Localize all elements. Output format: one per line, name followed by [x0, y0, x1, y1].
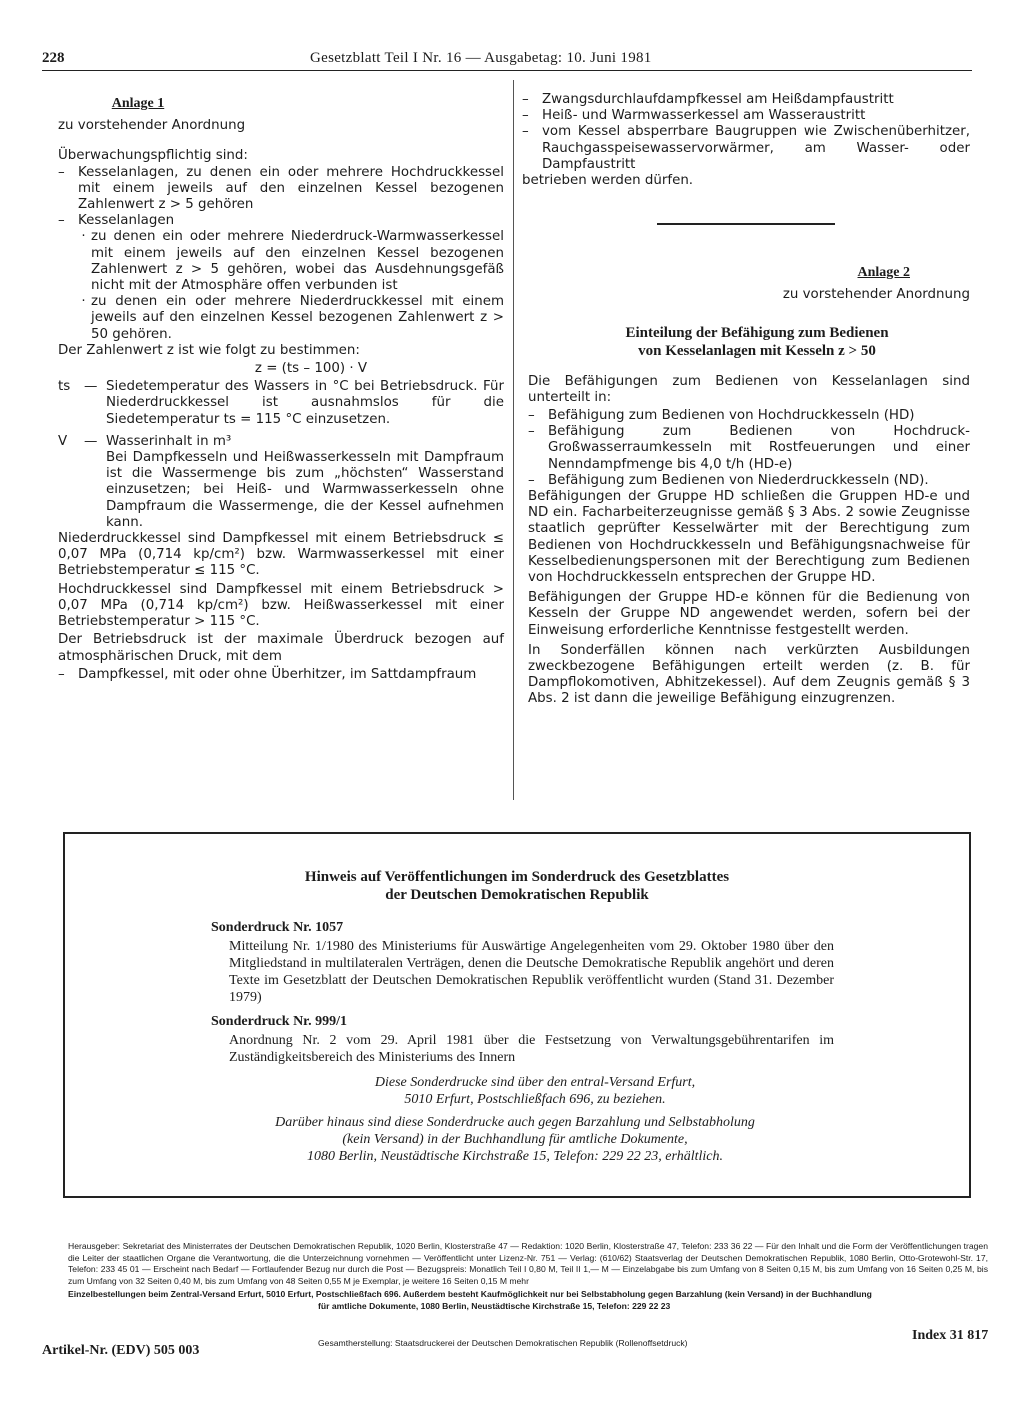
bestellung-line2: für amtliche Dokumente, 1080 Berlin, Neustädtische Kirchstraße 15, Telefon: 229 22 23: [318, 1300, 671, 1311]
right-item2: Heiß- und Warmwasserkessel am Wasseraustritt: [542, 108, 866, 124]
ts-text: Siedetemperatur des Wassers in °C bei Betriebsdruck. Für Niederdruckkessel ist ausnahmslos für die Siedetemperatur ts = 115 °C einzusetzen.: [106, 379, 504, 427]
header-rule: [42, 70, 972, 71]
anlage2-heading-line1: Einteilung der Befähigung zum Bedienen: [625, 324, 889, 341]
right-item1: Zwangsdurchlaufdampfkessel am Heißdampfaustritt: [542, 92, 894, 107]
v-text2: Bei Dampfkesseln und Heißwasserkesseln mit Dampfraum ist die Wassermenge bis zum „höchsten“ Wasserstand einzusetzen; bei Heiß- und Warmwasserkesseln ohne Dampfraum die Wassermenge, die der Kessel aufnehmen kann.: [106, 450, 504, 530]
column-divider: [513, 80, 514, 800]
printer-note: Gesamtherstellung: Staatsdruckerei der Deutschen Demokratischen Republik (Rollenoffsetdruck): [318, 1338, 688, 1348]
list-item: – Befähigung zum Bedienen von Hochdruck-Großwasserraumkesseln mit Rostfeuerungen und einer Nenndampfmenge bis 4,0 t/h (HD-e): [528, 424, 970, 472]
anlage2-subtitle: zu vorstehender Anordnung: [782, 287, 970, 303]
list-item: · zu denen ein oder mehrere Niederdruckkessel mit einem jeweils auf den einzelnen Kessel bezogenen Zahlenwert z > 50 gehören.: [81, 294, 504, 342]
formula: z = (ts – 100) · V: [254, 361, 368, 377]
right-item3: vom Kessel absperrbare Baugruppen wie Zwischenüberhitzer, Rauchgasspeisewasservorwärmer, am Wasser- oder Dampfaustritt: [542, 124, 970, 172]
barzahlung-note-line2: (kein Versand) in der Buchhandlung für amtliche Dokumente,: [342, 1132, 688, 1147]
anlage1-title: Anlage 1: [111, 96, 165, 111]
anlage1-item2: Kesselanlagen: [78, 213, 175, 229]
notice-title-line1: Hinweis auf Veröffentlichungen im Sonderdruck des Gesetzblattes: [304, 869, 730, 885]
section-divider: [657, 223, 835, 225]
anlage2-intro: Die Befähigungen zum Bedienen von Kesselanlagen sind unterteilt in:: [528, 373, 970, 405]
definition-v: V — Wasserinhalt in m³ Bei Dampfkesseln und Heißwasserkesseln mit Dampfraum ist die Wassermenge bis zum „höchsten“ Wasserstand einzusetzen; bei Heiß- und Warmwasserkesseln ohne Dampfraum die Wassermenge, die der Kessel aufnehmen kann.: [58, 433, 504, 530]
list-item: – Kesselanlagen, zu denen ein oder mehrere Hochdruckkessel mit einem jeweils auf den einzelnen Kessel bezogenen Zahlenwert z > 5 gehören: [58, 164, 504, 213]
list-item: – Heiß- und Warmwasserkessel am Wasseraustritt: [522, 108, 970, 124]
list-item: – Kesselanlagen: [58, 213, 504, 229]
ts-symbol: ts: [58, 379, 71, 395]
sonderdruck-1057-text: Mitteilung Nr. 1/1980 des Ministeriums für Auswärtige Angelegenheiten vom 29. Oktober 1980 über den Mitgliedstand in multilateralen Verträgen, denen die Deutsche Demokratische Republik angehört und deren Texte im Gesetzblatt der Deutschen Demokratischen Republik veröffentlicht wurden (Stand 31. Dezember 1979): [229, 939, 834, 1005]
anlage2-para3: In Sonderfällen können nach verkürzten Ausbildungen zweckbezogene Befähigungen erteilt werden (z. B. für Dampflokomotiven, Abhitzekessel). Auf dem Zeugnis gemäß § 3 Abs. 2 ist dann die jeweilige Befähigung einzugrenzen.: [528, 642, 970, 707]
sonderdruck-999-text: Anordnung Nr. 2 vom 29. April 1981 über die Festsetzung von Verwaltungsgebührentarifen im Zuständigkeitsbereich des Ministeriums des Innern: [229, 1033, 834, 1065]
barzahlung-note-line1: Darüber hinaus sind diese Sonderdrucke auch gegen Barzahlung und Selbstabholung: [275, 1115, 755, 1130]
left-column: [58, 96, 504, 683]
bestellung-line1: Einzelbestellungen beim Zentral-Versand Erfurt, 5010 Erfurt, Postschließfach 696. Außerdem besteht Kaufmöglichkeit nur bei Selbstabholung gegen Barzahlung (kein Versand) in der Buchhandlung: [68, 1289, 872, 1300]
list-item: – vom Kessel absperrbare Baugruppen wie Zwischenüberhitzer, Rauchgasspeisewasservorwärmer, am Wasser- oder Dampfaustritt: [522, 124, 970, 172]
notice-title: [65, 868, 969, 904]
page-number: 228: [42, 50, 65, 66]
zahlenwert-text: Der Zahlenwert z ist wie folgt zu bestimmen:: [58, 342, 360, 358]
anlage2-heading-line2: von Kesselanlagen mit Kesseln z > 50: [638, 342, 876, 359]
sonderdruck-999-title: Sonderdruck Nr. 999/1: [211, 1014, 348, 1029]
v-symbol: V: [58, 433, 68, 449]
sonderdruck-notice-box: [63, 832, 971, 1198]
list-item: – Befähigung zum Bedienen von Hochdruckkesseln (HD): [522, 408, 970, 424]
anlage2-title: Anlage 2: [857, 265, 910, 281]
page-header: [42, 50, 972, 70]
list-item: – Befähigung zum Bedienen von Niederdruckkesseln (ND).: [522, 473, 970, 489]
anlage2-item2: Befähigung zum Bedienen von Hochdruck-Großwasserraumkesseln mit Rostfeuerungen und einer Nenndampfmenge bis 4,0 t/h (HD-e): [548, 424, 970, 472]
right-end-text: betrieben werden dürfen.: [522, 173, 694, 189]
imprint: [68, 1241, 988, 1313]
imprint-text: Herausgeber: Sekretariat des Ministerrates der Deutschen Demokratischen Republik, 1020 Berlin, Klosterstraße 47 — Redaktion: 1020 Berlin, Klosterstraße 47, Telefon: 233 36 22 — Für den Inhalt und die Form der Veröffentlichungen tragen die Leiter der staatlichen Organe die Verantwortung, die die Unterzeichnung vornehmen — Veröffentlicht unter Lizenz-Nr. 751 — Verlag: (610/62) Staatsverlag der Deutschen Demokratischen Republik, 1080 Berlin, Otto-Grotewohl-Str. 17, Telefon: 233 45 01 — Erscheint nach Bedarf — Fortlaufender Bezug nur durch die Post — Bezugspreis: Monatlich Teil I 0,80 M, Teil II 1,— M — Einzelabgabe bis zum Umfang von 8 Seiten 0,15 M, bis zum Umfang von 16 Seiten 0,25 M, bis zum Umfang von 32 Seiten 0,40 M, bis zum Umfang von 48 Seiten 0,55 M je Exemplar, je weitere 16 Seiten 0,15 M mehr: [68, 1241, 988, 1286]
barzahlung-note-line3: 1080 Berlin, Neustädtische Kirchstraße 15, Telefon: 229 22 23, erhältlich.: [307, 1149, 723, 1164]
betriebsdruck-text: Der Betriebsdruck ist der maximale Überdruck bezogen auf atmosphärischen Druck, mit dem: [58, 632, 504, 664]
artikel-number: Artikel-Nr. (EDV) 505 003: [42, 1343, 200, 1358]
anlage2-item1: Befähigung zum Bedienen von Hochdruckkesseln (HD): [548, 408, 915, 424]
hochdruck-text: Hochdruckkessel sind Dampfkessel mit einem Betriebsdruck > 0,07 MPa (0,714 kp/cm²) bzw. Heißwasserkessel mit einer Betriebstemperatur > 115 °C.: [58, 581, 504, 630]
list-item: – Zwangsdurchlaufdampfkessel am Heißdampfaustritt: [522, 92, 970, 108]
anlage2-item3: Befähigung zum Bedienen von Niederdruckkesseln (ND).: [548, 472, 929, 488]
anlage2-para2: Befähigungen der Gruppe HD-e können für die Bedienung von Kesseln der Gruppe ND angewendet werden, sofern bei der Einweisung erforderliche Kenntnisse festgestellt werden.: [528, 590, 970, 638]
index-number: Index 31 817: [912, 1328, 989, 1343]
anlage1-sub1: zu denen ein oder mehrere Niederdruck-Warmwasserkessel mit einem jeweils auf den einzelnen Kessel bezogenen Zahlenwert z > 5 gehören, wobei das Ausdehnungsgefäß nicht mit der Atmosphäre offen verbunden ist: [91, 229, 504, 294]
bezug-note-line1: Diese Sonderdrucke sind über den entral-Versand Erfurt,: [374, 1075, 696, 1090]
definition-ts: ts — Siedetemperatur des Wassers in °C bei Betriebsdruck. Für Niederdruckkessel ist ausnahmslos für die Siedetemperatur ts = 115 °C einzusetzen.: [58, 379, 504, 427]
bezug-note-line2: 5010 Erfurt, Postschließfach 696, zu beziehen.: [404, 1092, 666, 1107]
right-column: [522, 92, 970, 710]
niederdruck-text: Niederdruckkessel sind Dampfkessel mit einem Betriebsdruck ≤ 0,07 MPa (0,714 kp/cm²) bzw. Warmwasserkessel mit einer Betriebstemperatur ≤ 115 °C.: [58, 531, 504, 579]
v-text: Wasserinhalt in m³: [106, 433, 232, 449]
notice-title-line2: der Deutschen Demokratischen Republik: [385, 887, 649, 903]
dampfkessel-item: Dampfkessel, mit oder ohne Überhitzer, im Sattdampfraum: [78, 666, 477, 682]
anlage1-subtitle: zu vorstehender Anordnung: [58, 118, 246, 134]
list-item: – Dampfkessel, mit oder ohne Überhitzer, im Sattdampfraum: [58, 667, 504, 683]
anlage2-para1: Befähigungen der Gruppe HD schließen die Gruppen HD-e und ND ein. Facharbeiterzeugnisse gemäß § 3 Abs. 2 sowie Zeugnisse staatlich geprüfter Kesselwärter mit der Berechtigung zum Bedienen von Hochdruckkesseln und Befähigungsnachweise für Kesselbedienungspersonen mit der Berechtigung zum Bedienen von Hochdruckkesseln entsprechen der Gruppe HD.: [528, 489, 970, 586]
barzahlung-note: [195, 1114, 835, 1165]
anlage1-intro: Überwachungspflichtig sind:: [58, 148, 248, 164]
bezug-note: [215, 1074, 855, 1108]
list-item: · zu denen ein oder mehrere Niederdruck-Warmwasserkessel mit einem jeweils auf den einzelnen Kessel bezogenen Zahlenwert z > 5 gehören, wobei das Ausdehnungsgefäß nicht mit der Atmosphäre offen verbunden ist: [81, 229, 504, 294]
gazette-header-title: Gesetzblatt Teil I Nr. 16 — Ausgabetag: 10. Juni 1981: [310, 50, 652, 66]
anlage1-item1: Kesselanlagen, zu denen ein oder mehrere Hochdruckkessel mit einem jeweils auf den einzelnen Kessel bezogenen Zahlenwert z > 5 gehören: [78, 164, 504, 213]
sonderdruck-1057-title: Sonderdruck Nr. 1057: [211, 920, 344, 935]
anlage1-sub2: zu denen ein oder mehrere Niederdruckkessel mit einem jeweils auf den einzelnen Kessel bezogenen Zahlenwert z > 50 gehören.: [91, 294, 504, 342]
